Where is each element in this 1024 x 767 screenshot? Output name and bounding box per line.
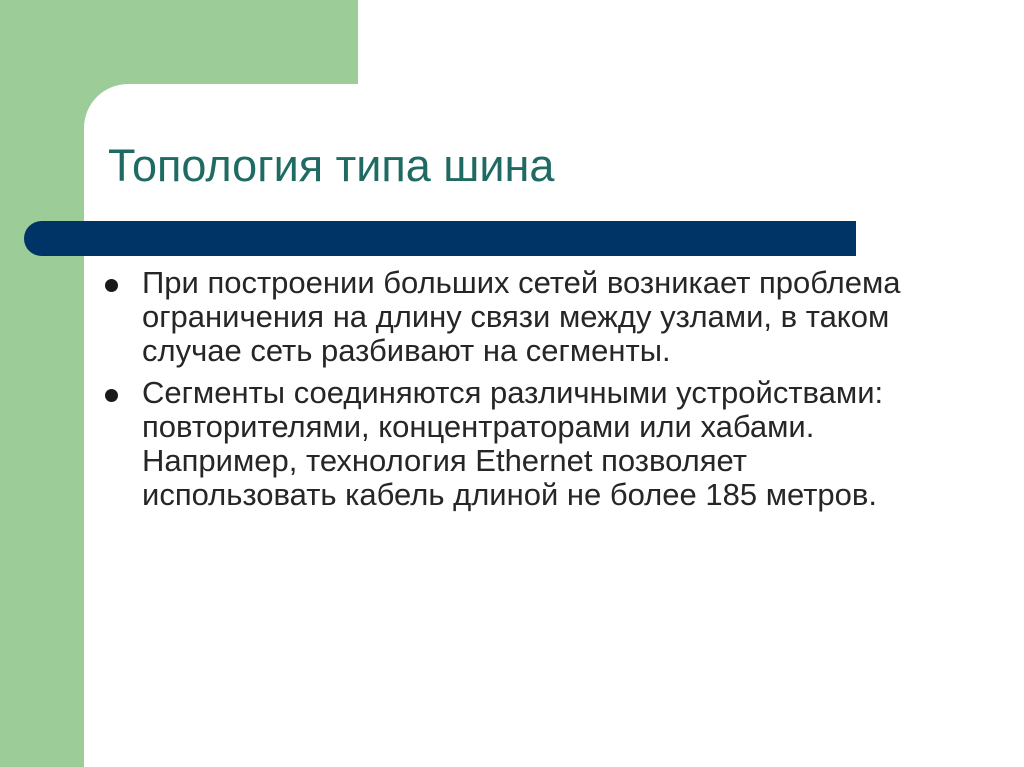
bullet-dot-icon xyxy=(105,279,118,292)
bullet-item xyxy=(104,266,1004,368)
bullet-item xyxy=(104,376,1004,512)
bullet-text: При построении больших сетей возникает проблема ограничения на длину связи между узлами, в таком случае сеть разбивают на сегменты. xyxy=(142,265,901,368)
slide-title: Топология типа шина xyxy=(108,140,555,191)
slide-body xyxy=(104,266,1004,520)
bullet-text: Сегменты соединяются различными устройствами: повторителями, концентраторами или хабами. Например, технология Ethernet позволяет использовать кабель длиной не более 185 метров. xyxy=(142,375,884,512)
bullet-dot-icon xyxy=(105,389,118,402)
slide-background-top xyxy=(358,0,1024,84)
title-underline-bar xyxy=(24,221,856,256)
